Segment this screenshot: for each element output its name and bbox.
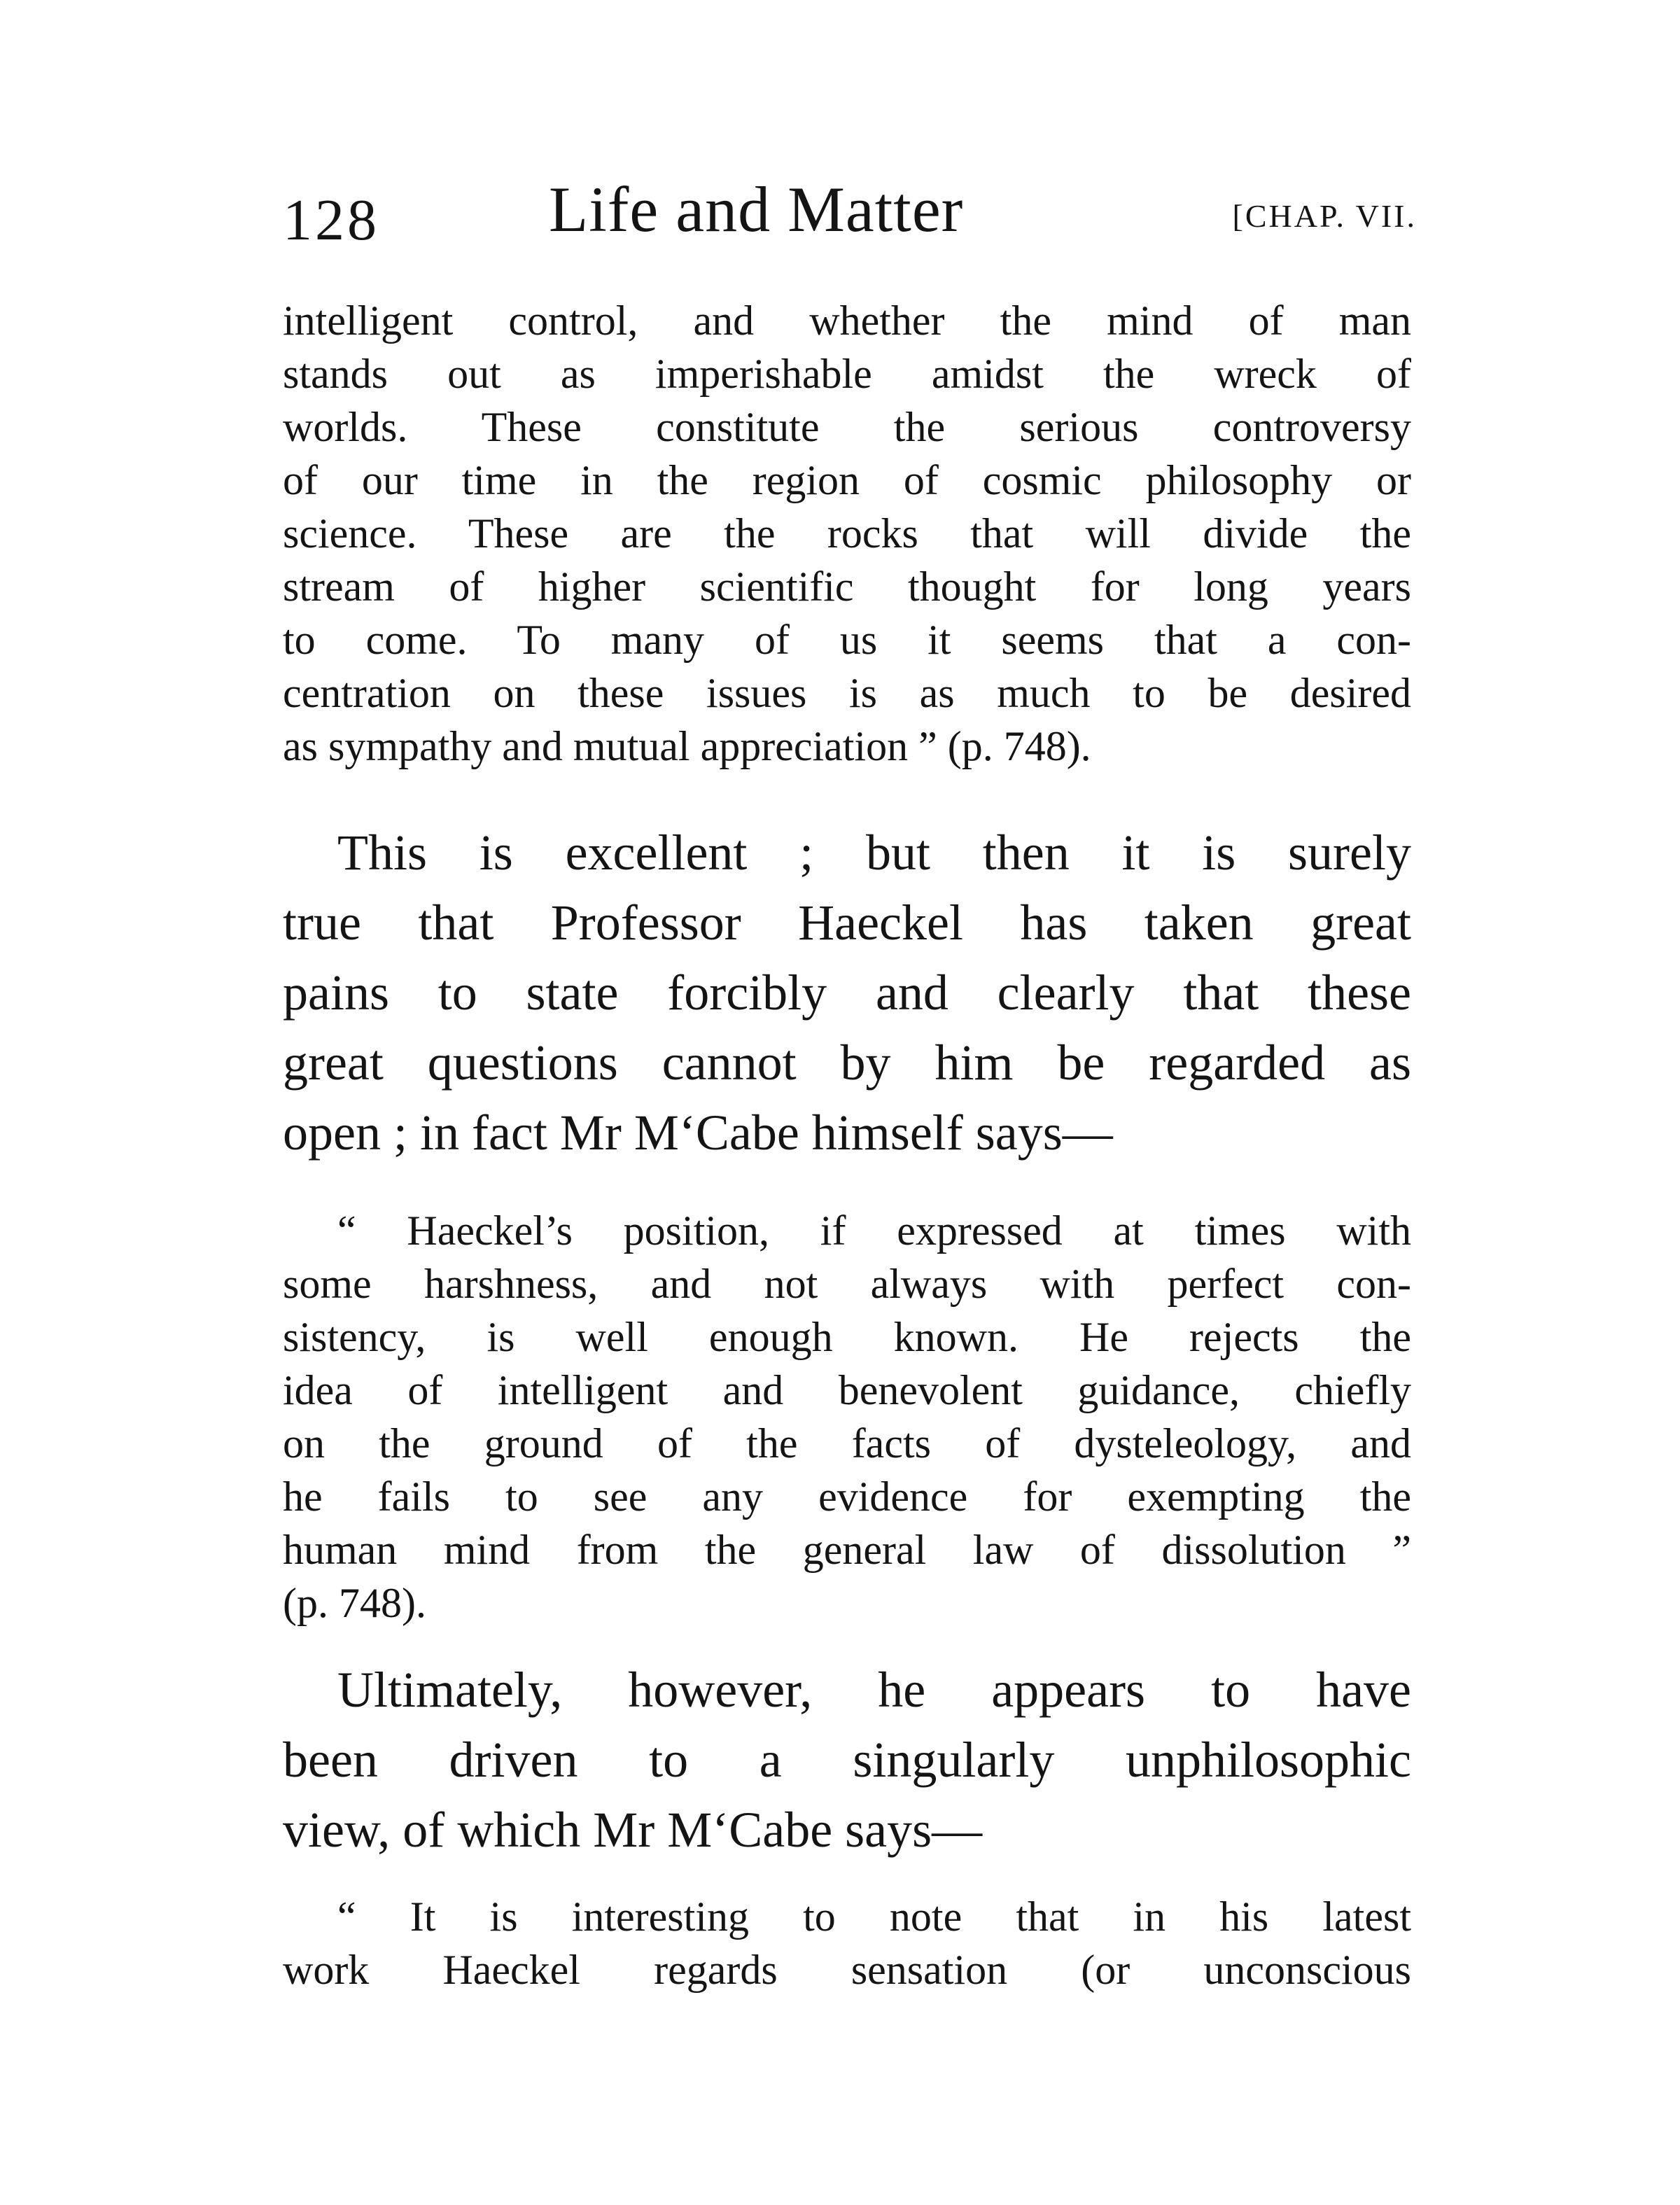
page-number: 128 (283, 188, 379, 253)
text-line: (p. 748). (283, 1580, 426, 1626)
text-line: of our time in the region of cosmic philosophy or (283, 457, 1411, 503)
quote-continuation (283, 294, 1411, 773)
text-line: stands out as imperishable amidst the wreck of (283, 351, 1411, 397)
text-line: “ Haeckel’s position, if expressed at times with (337, 1208, 1411, 1254)
body-paragraph (283, 818, 1411, 1168)
text-line: open ; in fact Mr M‘Cabe himself says— (283, 1105, 1113, 1161)
text-line: true that Professor Haeckel has taken great (283, 895, 1411, 951)
block-quotation (283, 1204, 1411, 1630)
text-line: centration on these issues is as much to be desired (283, 670, 1411, 716)
text-line: work Haeckel regards sensation (or unconscious (283, 1947, 1411, 1993)
text-line: great questions cannot by him be regarded as (283, 1035, 1411, 1091)
running-title: Life and Matter (549, 174, 964, 245)
text-line: stream of higher scientific thought for long years (283, 564, 1411, 610)
text-line: idea of intelligent and benevolent guidance, chiefly (283, 1367, 1411, 1413)
text-line: pains to state forcibly and clearly that these (283, 965, 1411, 1021)
text-line: on the ground of the facts of dysteleology, and (283, 1420, 1411, 1466)
text-line: worlds. These constitute the serious controversy (283, 404, 1411, 450)
text-line: as sympathy and mutual appreciation ” (p. 748). (283, 723, 1091, 769)
block-quotation (283, 1890, 1411, 1996)
text-line: Ultimately, however, he appears to have (337, 1662, 1411, 1718)
text-line: he fails to see any evidence for exempting the (283, 1474, 1411, 1520)
running-head (283, 167, 1417, 258)
text-line: intelligent control, and whether the mind of man (283, 298, 1411, 344)
body-paragraph (283, 1655, 1411, 1865)
text-line: “ It is interesting to note that in his latest (337, 1893, 1411, 1940)
text-line: human mind from the general law of dissolution ” (283, 1527, 1411, 1573)
text-line: science. These are the rocks that will divide the (283, 510, 1411, 556)
chapter-reference: [CHAP. VII. (1232, 198, 1417, 234)
text-line: some harshness, and not always with perfect con- (283, 1261, 1411, 1307)
text-line: This is excellent ; but then it is surely (337, 825, 1411, 881)
text-line: view, of which Mr M‘Cabe says— (283, 1802, 983, 1858)
text-line: to come. To many of us it seems that a con- (283, 617, 1411, 663)
text-line: sistency, is well enough known. He rejects the (283, 1314, 1411, 1360)
text-line: been driven to a singularly unphilosophic (283, 1732, 1411, 1788)
